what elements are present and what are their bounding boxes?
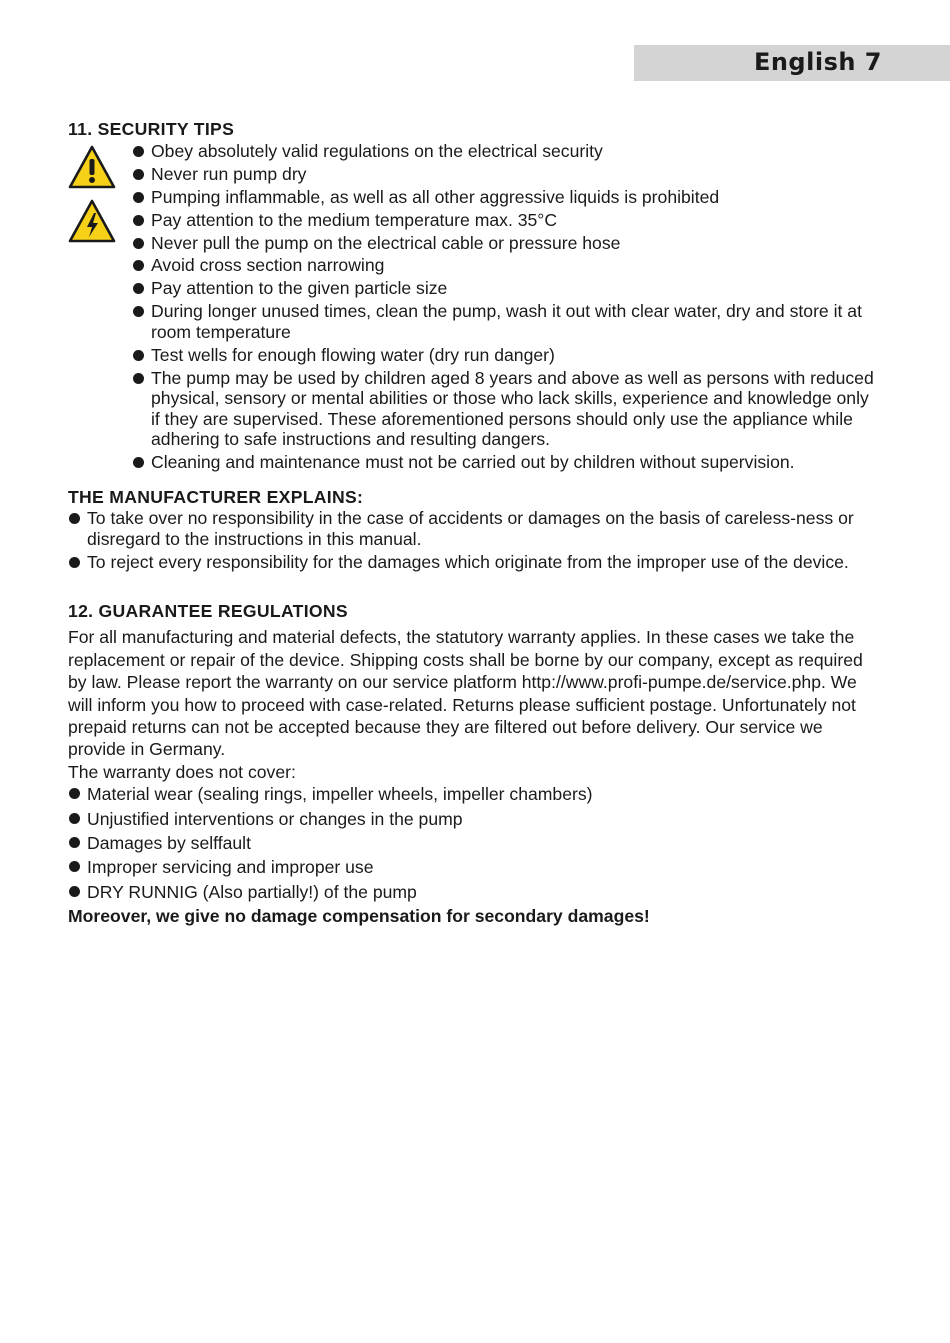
list-item: Test wells for enough flowing water (dry run danger)	[132, 345, 878, 366]
security-title: 11. SECURITY TIPS	[68, 119, 235, 139]
list-item: Never pull the pump on the electrical cable or pressure hose	[132, 233, 878, 254]
security-list	[132, 141, 878, 472]
list-item: During longer unused times, clean the pump, wash it out with clear water, dry and store it at room temperature	[132, 301, 878, 342]
manufacturer-title: THE MANUFACTURER EXPLAINS:	[68, 487, 364, 508]
list-item: Pay attention to the given particle size	[132, 278, 878, 299]
list-item: To reject every responsibility for the damages which originate from the improper use of the device.	[68, 552, 878, 573]
electrical-hazard-icon	[68, 199, 116, 243]
final-note: Moreover, we give no damage compensation for secondary damages!	[68, 906, 650, 927]
warning-exclamation-icon	[68, 145, 116, 189]
warranty-exclusions-list	[68, 783, 878, 903]
list-item: Pumping inflammable, as well as all other aggressive liquids is prohibited	[132, 187, 878, 208]
list-item: Obey absolutely valid regulations on the electrical security	[132, 141, 878, 162]
list-item: Unjustified interventions or changes in the pump	[68, 808, 878, 830]
list-item: Improper servicing and improper use	[68, 856, 878, 878]
list-item: Damages by selffault	[68, 832, 878, 854]
warning-icons	[68, 145, 116, 243]
page-label: English 7	[753, 48, 882, 76]
list-item: Material wear (sealing rings, impeller wheels, impeller chambers)	[68, 783, 878, 805]
list-item: To take over no responsibility in the case of accidents or damages on the basis of careless-ness or disregard to the instructions in this manual.	[68, 508, 878, 549]
document-content	[68, 118, 878, 927]
list-item: Never run pump dry	[132, 164, 878, 185]
list-item: DRY RUNNIG (Also partially!) of the pump	[68, 881, 878, 903]
guarantee-text: For all manufacturing and material defects, the statutory warranty applies. In these cases we take the replacement or repair of the device. Shipping costs shall be borne by our company, except as required by law. Please report the warranty on our service platform http://www.profi-pumpe.de/service.php. We will inform you how to proceed with case-related. Returns please sufficient postage. Unfortunately not prepaid returns can not be accepted because they are filtered out before delivery. Our service we provide in Germany.	[68, 627, 863, 760]
warranty-not-cover-label: The warranty does not cover:	[68, 761, 296, 782]
list-item: Cleaning and maintenance must not be carried out by children without supervision.	[132, 452, 878, 473]
page-header	[634, 45, 950, 81]
list-item: Pay attention to the medium temperature max. 35°C	[132, 210, 878, 231]
list-item: Avoid cross section narrowing	[132, 255, 878, 276]
security-section	[68, 141, 878, 472]
list-item: The pump may be used by children aged 8 years and above as well as persons with reduced physical, sensory or mental abilities or those who lack skills, experience and knowledge only if they are supervised. These aforementioned persons should only use the appliance while adhering to safe instructions and resulting dangers.	[132, 368, 878, 450]
manufacturer-list	[68, 508, 878, 572]
guarantee-title: 12. GUARANTEE REGULATIONS	[68, 601, 348, 622]
